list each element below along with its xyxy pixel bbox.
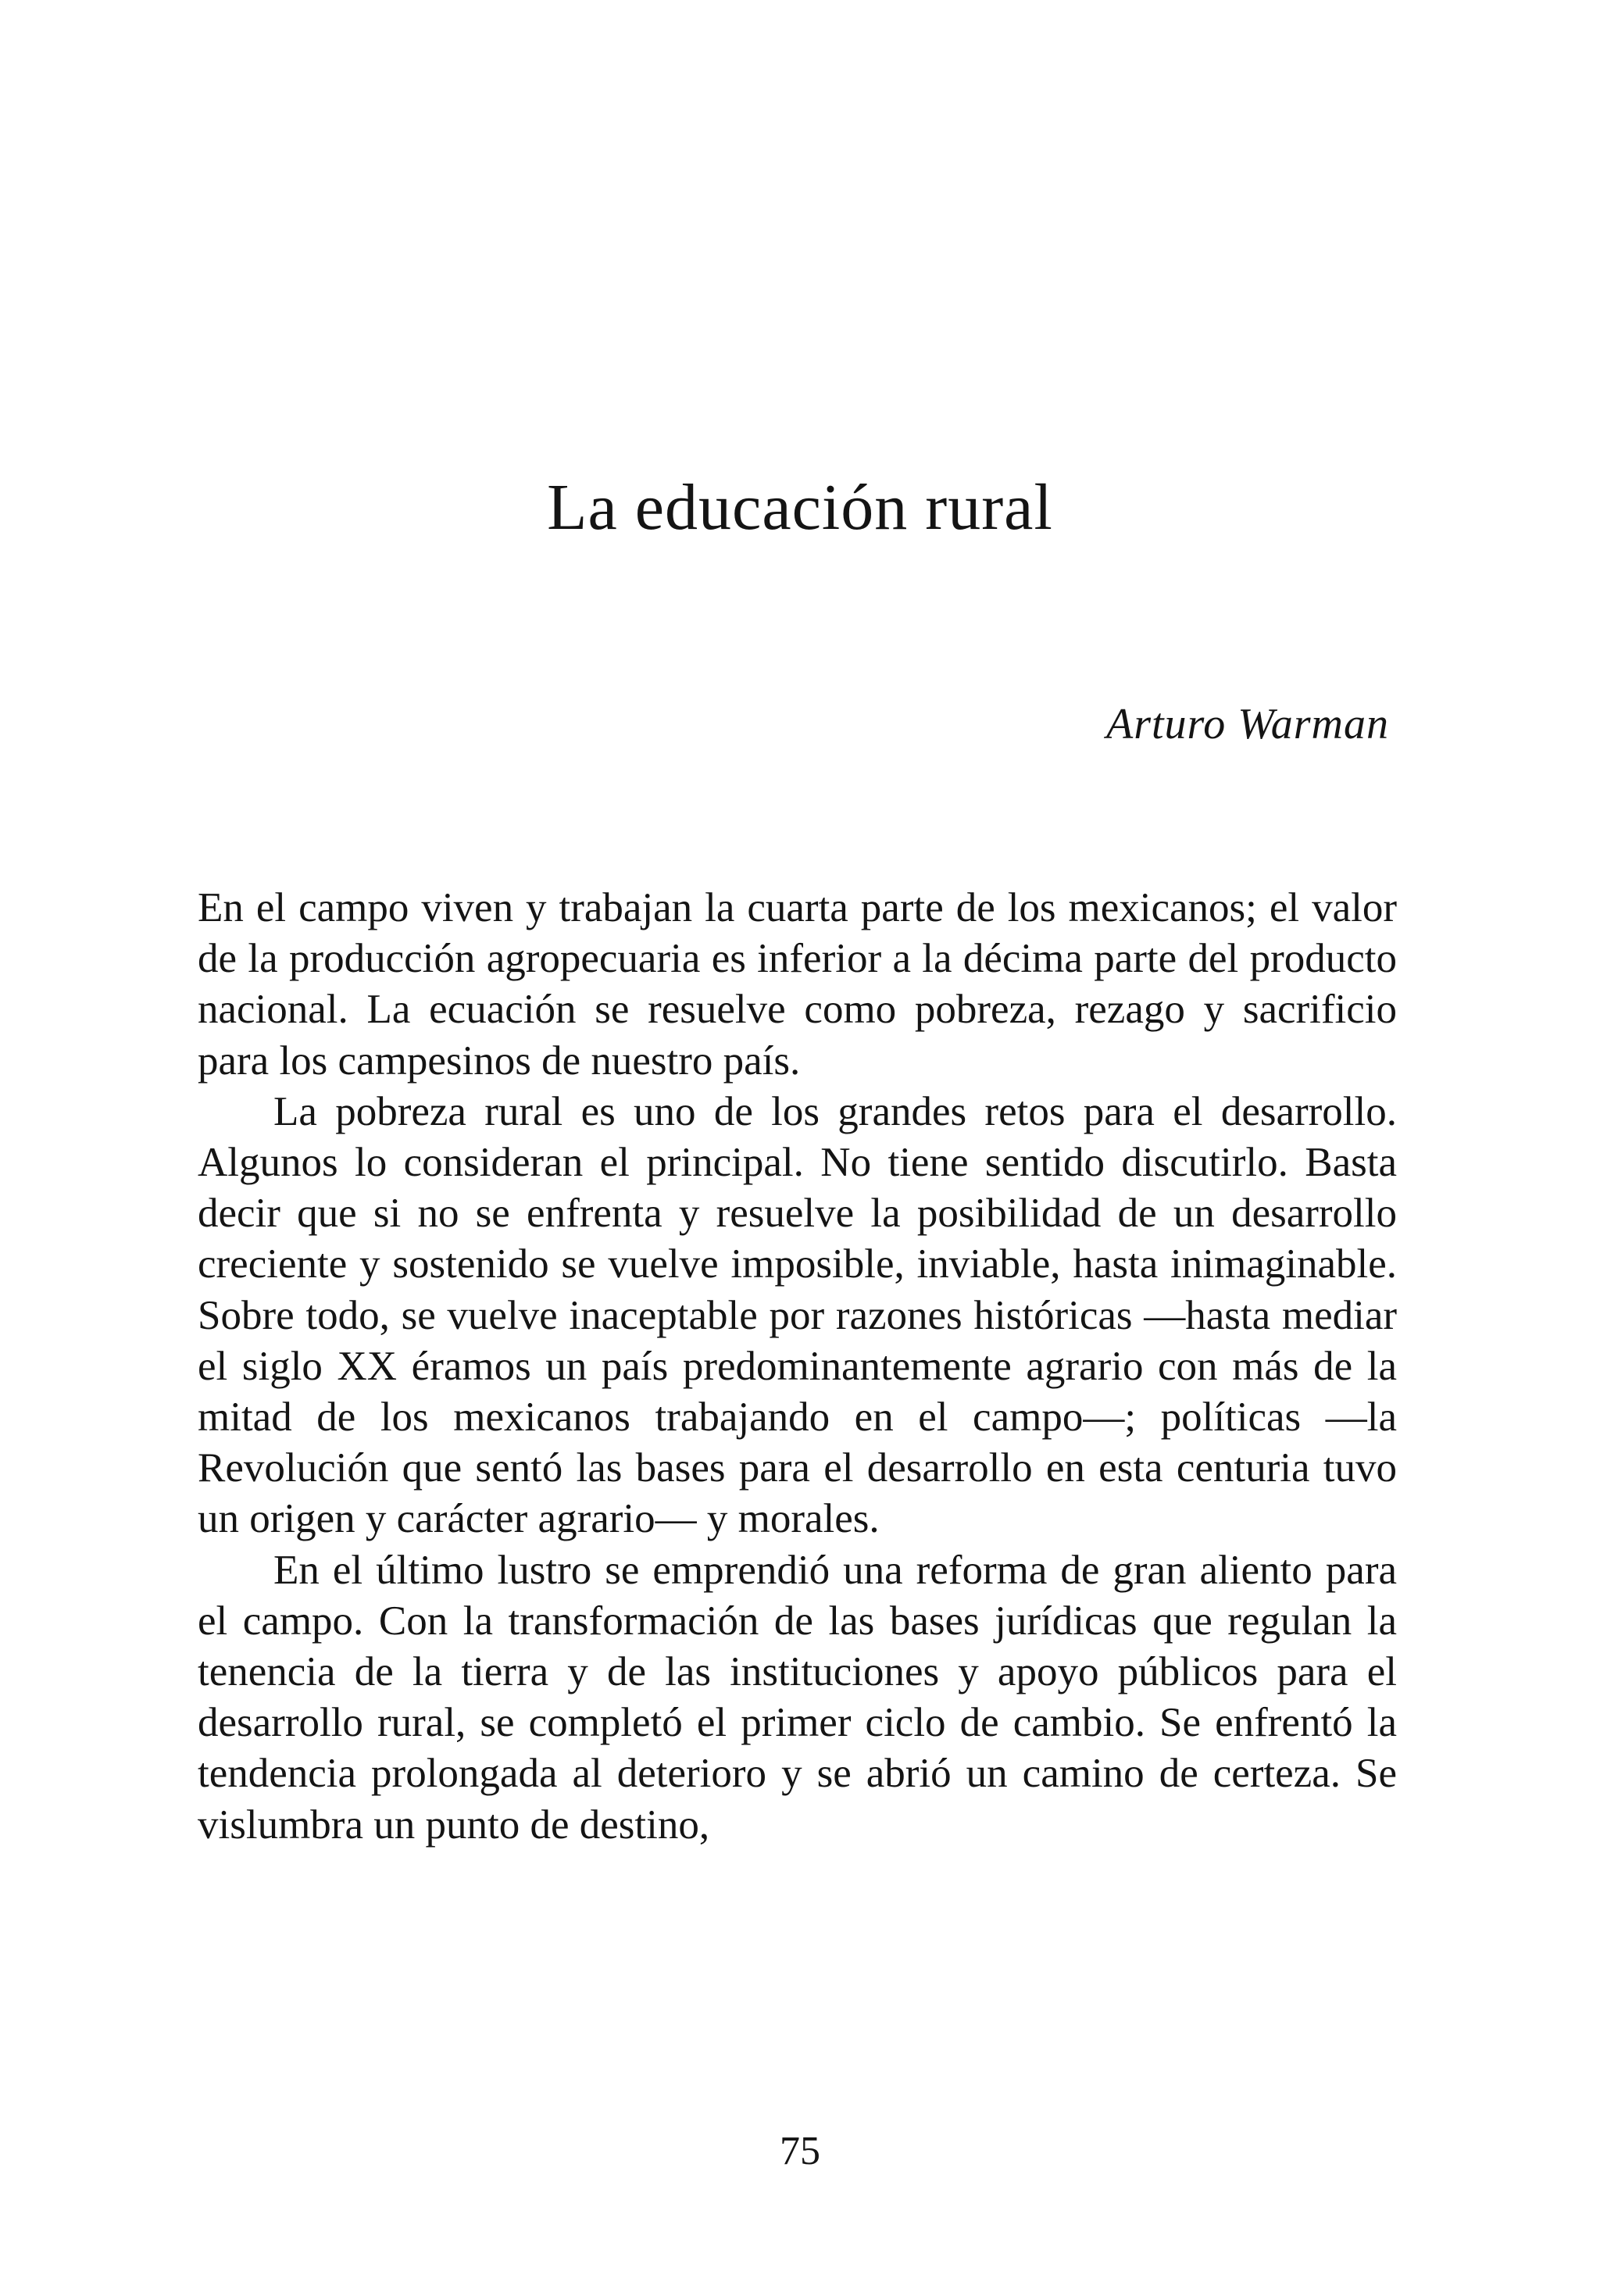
paragraph-2: La pobreza rural es uno de los grandes retos para el desarrollo. Algunos lo consideran el principal. No tiene sentido discutirlo. Basta decir que si no se enfrenta y resuelve la posibilidad de un desarrollo creciente y sostenido se vuelve imposible, inviable, hasta inimaginable. Sobre todo, se vuelve inaceptable por razones históricas —hasta mediar el siglo XX éramos un país predominantemente agrario con más de la mitad de los mexicanos trabajando en el campo—; políticas —la Revolución que sentó las bases para el desarrollo en esta centuria tuvo un origen y carácter agrario— y morales. — [198, 1088, 1397, 1542]
author-name: Arturo Warman — [1105, 700, 1389, 748]
chapter-title: La educación rural — [547, 471, 1053, 544]
paragraph-3: En el último lustro se emprendió una reforma de gran aliento para el campo. Con la transformación de las bases jurídicas que regulan la tenencia de la tierra y de las instituciones y apoyo públicos para el desarrollo rural, se completó el primer ciclo de cambio. Se enfrentó la tendencia prolongada al deterioro y se abrió un camino de certeza. Se vislumbra un punto de destino, — [198, 1547, 1397, 1848]
body-text — [198, 883, 1397, 1851]
page-number: 75 — [780, 2129, 820, 2173]
paragraph-1: En el campo viven y trabajan la cuarta parte de los mexicanos; el valor de la producción agropecuaria es inferior a la décima parte del producto nacional. La ecuación se resuelve como pobreza, rezago y sacrificio para los campesinos de nuestro país. — [198, 885, 1397, 1084]
